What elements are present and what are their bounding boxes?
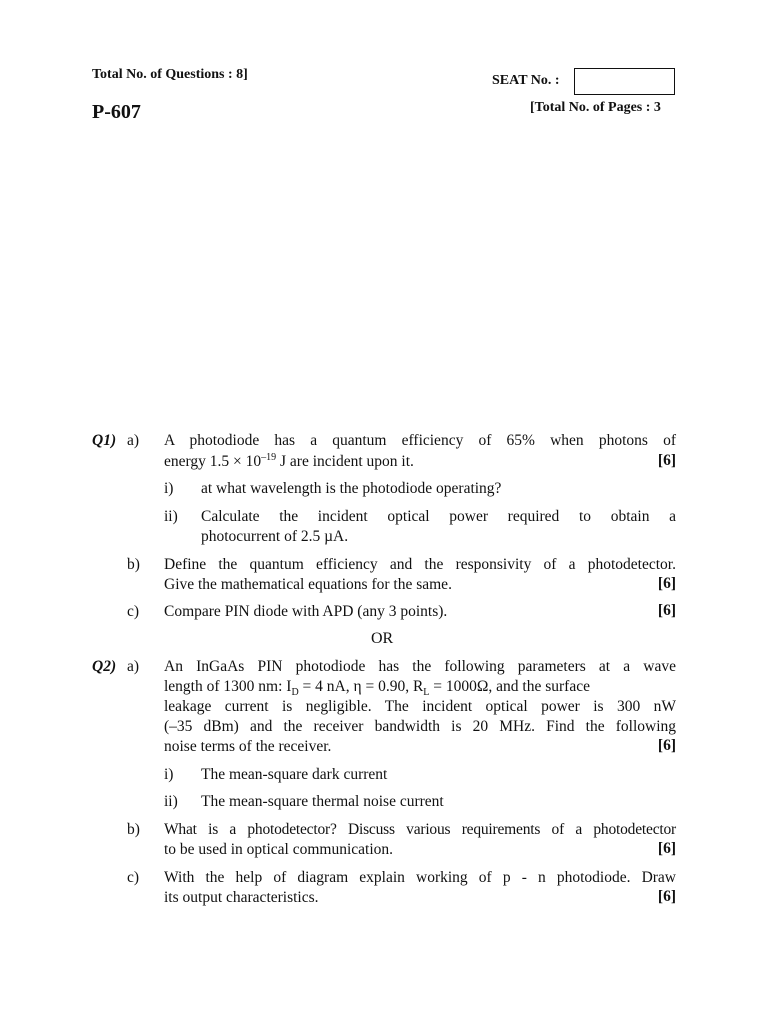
q1-a-ii-line1: Calculate the incident optical power required to obtain a [201, 508, 676, 525]
q1-a-ii-label: ii) [164, 508, 178, 525]
q2-b-marks: [6] [657, 840, 676, 857]
question-number-q1: Q1) [92, 432, 117, 449]
seat-label: SEAT No. : [492, 73, 560, 88]
q1-c-line1: Compare PIN diode with APD (any 3 points). [164, 603, 448, 620]
q2-b-label: b) [127, 821, 140, 838]
q2-a-label: a) [127, 658, 140, 675]
q1-a-i-label: i) [164, 480, 174, 497]
q2-a-ii-label: ii) [164, 793, 178, 810]
q1-a-marks: [6] [657, 452, 676, 469]
q2-a-line2: length of 1300 nm: $I_D = 4$ nA, η = 0.90, $R_L = 1000\Omega$, and the surface [164, 678, 590, 699]
q1-a-label: a) [127, 432, 140, 449]
q1-c-marks: [6] [657, 602, 676, 619]
question-number-q2: Q2) [92, 658, 117, 675]
q2-a-marks: [6] [657, 737, 676, 754]
seat-number-box[interactable] [574, 68, 675, 95]
q2-c-label: c) [127, 869, 140, 886]
paper-code: P-607 [92, 101, 141, 123]
q1-b-line1: Define the quantum efficiency and the responsivity of a photodetector. [164, 556, 676, 573]
q2-a-i-label: i) [164, 766, 174, 783]
q1-b-line2: Give the mathematical equations for the same. [164, 576, 452, 593]
total-pages: [Total No. of Pages : 3 [530, 100, 661, 115]
q2-a-ii-text: The mean-square thermal noise current [201, 793, 444, 810]
q2-a-line5: noise terms of the receiver. [164, 738, 332, 755]
q2-b-line2: to be used in optical communication. [164, 841, 394, 858]
q1-b-label: b) [127, 556, 140, 573]
q2-b-line1: What is a photodetector? Discuss various requirements of a photodetector [164, 821, 676, 838]
q1-a-line1: A photodiode has a quantum efficiency of 65% when photons of [164, 432, 676, 449]
or-separator: OR [371, 630, 394, 647]
q1-a-ii-line2: photocurrent of 2.5 µA. [201, 528, 349, 545]
q1-c-label: c) [127, 603, 140, 620]
q1-a-line2: energy $1.5 \times 10^{-19}$ J are incident upon it. [164, 451, 414, 470]
q2-a-line1: An InGaAs PIN photodiode has the following parameters at a wave [164, 658, 676, 675]
q2-c-line1: With the help of diagram explain working of p - n photodiode. Draw [164, 869, 676, 886]
total-questions: Total No. of Questions : 8] [92, 67, 248, 82]
q2-a-line3: leakage current is negligible. The incident optical power is 300 nW [164, 698, 676, 715]
q1-a-i-text: at what wavelength is the photodiode operating? [201, 480, 502, 497]
q2-c-marks: [6] [657, 888, 676, 905]
q2-a-i-text: The mean-square dark current [201, 766, 388, 783]
q2-a-line4: (–35 dBm) and the receiver bandwidth is 20 MHz. Find the following [164, 718, 676, 735]
q2-c-line2: its output characteristics. [164, 889, 319, 906]
q1-b-marks: [6] [657, 575, 676, 592]
